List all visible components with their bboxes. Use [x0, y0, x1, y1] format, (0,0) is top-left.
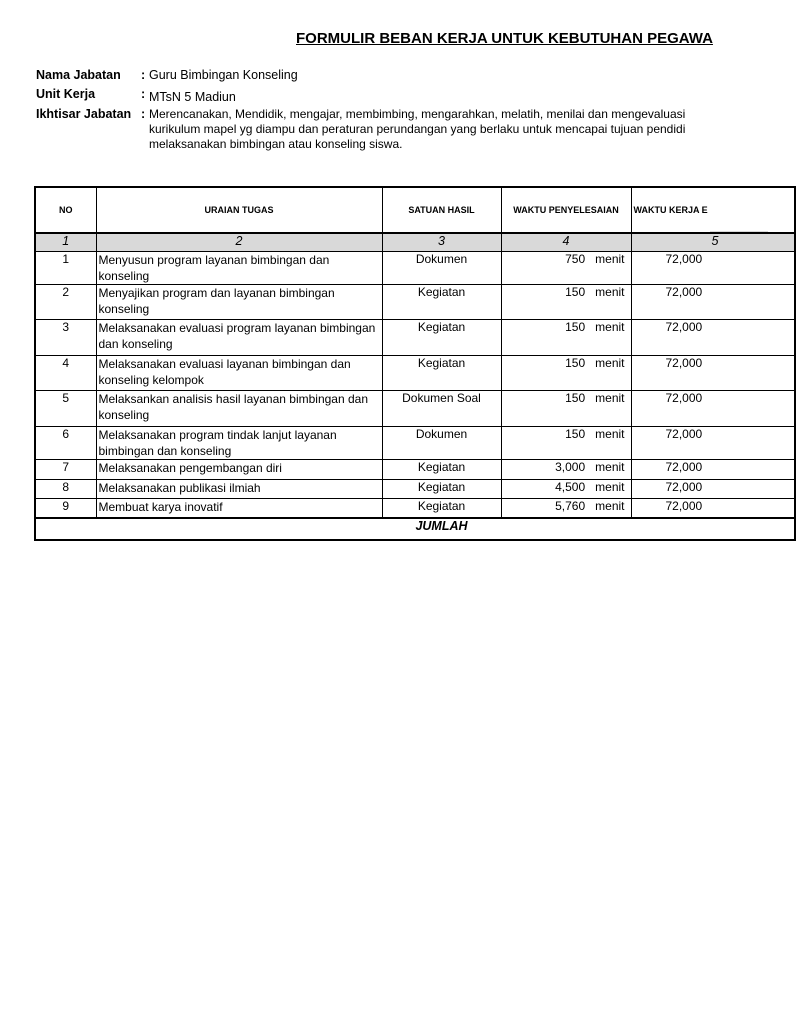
row-satuan: Dokumen — [382, 252, 501, 285]
row-no: 5 — [35, 391, 96, 427]
header-satuan-hasil: SATUAN HASIL — [382, 187, 501, 233]
row-waktu-unit: menit — [595, 460, 625, 474]
table-header-row — [35, 187, 795, 233]
row-waktu-value: 150 — [565, 356, 586, 370]
table-row — [35, 320, 795, 356]
ikhtisar-line-1: Merencanakan, Mendidik, mengajar, membimbing, mengarahkan, melatih, menilai dan mengevaluasi — [149, 107, 686, 121]
row-satuan: Kegiatan — [382, 320, 501, 356]
row-waktu-unit: menit — [595, 285, 625, 299]
row-waktu-value: 150 — [565, 320, 586, 334]
row-uraian: Melaksanakan pengembangan diri — [96, 460, 382, 480]
row-uraian: Melaksanakan evaluasi layanan bimbingan dan konseling kelompok — [96, 356, 382, 391]
row-waktu — [501, 285, 631, 320]
total-label: JUMLAH — [382, 518, 501, 540]
table-row — [35, 356, 795, 391]
row-waktu — [501, 356, 631, 391]
form-title: FORMULIR BEBAN KERJA UNTUK KEBUTUHAN PEGAWA — [296, 30, 713, 47]
colnum-3: 3 — [382, 233, 501, 252]
row-waktu-unit: menit — [595, 391, 625, 405]
table-row — [35, 460, 795, 480]
row-no: 4 — [35, 356, 96, 391]
row-waktu-unit: menit — [595, 252, 625, 266]
row-satuan: Dokumen — [382, 427, 501, 460]
row-waktu-kerja: 72,000 — [631, 320, 795, 356]
total-value — [501, 518, 795, 540]
table-row — [35, 427, 795, 460]
ikhtisar-jabatan-label: Ikhtisar Jabatan — [36, 107, 132, 121]
row-waktu — [501, 460, 631, 480]
row-waktu-unit: menit — [595, 427, 625, 441]
table-row — [35, 285, 795, 320]
header-waktu-penyelesaian: WAKTU PENYELESAIAN — [501, 187, 631, 233]
workload-table-wrapper — [34, 186, 719, 541]
row-uraian: Membuat karya inovatif — [96, 499, 382, 518]
row-waktu-unit: menit — [595, 499, 625, 513]
row-waktu-value: 3,000 — [555, 460, 586, 474]
row-no: 8 — [35, 480, 96, 499]
nama-jabatan-colon: : — [141, 68, 146, 82]
header-waktu-kerja: WAKTU KERJA E — [631, 187, 795, 233]
column-number-row — [35, 233, 795, 252]
row-waktu — [501, 499, 631, 518]
row-waktu-value: 4,500 — [555, 480, 586, 494]
row-waktu — [501, 427, 631, 460]
workload-table — [34, 186, 796, 541]
unit-kerja-label: Unit Kerja — [36, 87, 96, 101]
row-uraian: Melaksanakan publikasi ilmiah — [96, 480, 382, 499]
ikhtisar-jabatan-colon: : — [141, 107, 146, 121]
row-waktu-value: 150 — [565, 391, 586, 405]
row-waktu-kerja: 72,000 — [631, 391, 795, 427]
row-waktu-kerja: 72,000 — [631, 356, 795, 391]
row-uraian: Melaksanakan evaluasi program layanan bimbingan dan konseling — [96, 320, 382, 356]
row-satuan: Dokumen Soal — [382, 391, 501, 427]
nama-jabatan-value: Guru Bimbingan Konseling — [149, 68, 298, 82]
nama-jabatan-label: Nama Jabatan — [36, 68, 121, 82]
colnum-1: 1 — [35, 233, 96, 252]
row-waktu — [501, 391, 631, 427]
colnum-4: 4 — [501, 233, 631, 252]
row-satuan: Kegiatan — [382, 499, 501, 518]
table-row — [35, 391, 795, 427]
row-no: 3 — [35, 320, 96, 356]
row-waktu-kerja: 72,000 — [631, 460, 795, 480]
row-waktu-value: 750 — [565, 252, 586, 266]
row-waktu — [501, 480, 631, 499]
table-row — [35, 252, 795, 285]
colnum-5: 5 — [631, 233, 795, 252]
table-row — [35, 499, 795, 518]
row-waktu — [501, 252, 631, 285]
row-waktu-kerja: 72,000 — [631, 427, 795, 460]
row-waktu-unit: menit — [595, 356, 625, 370]
unit-kerja-colon: : — [141, 87, 146, 101]
row-uraian: Melaksankan analisis hasil layanan bimbingan dan konseling — [96, 391, 382, 427]
row-no: 2 — [35, 285, 96, 320]
row-no: 9 — [35, 499, 96, 518]
row-no: 6 — [35, 427, 96, 460]
row-waktu-kerja: 72,000 — [631, 252, 795, 285]
row-uraian: Menyajikan program dan layanan bimbingan konseling — [96, 285, 382, 320]
ikhtisar-line-2: kurikulum mapel yg diampu dan peraturan perundangan yang berlaku untuk mencapai tujuan pendidi — [149, 122, 686, 136]
row-waktu-unit: menit — [595, 320, 625, 334]
header-uraian-tugas: URAIAN TUGAS — [96, 187, 382, 233]
row-waktu-kerja: 72,000 — [631, 285, 795, 320]
total-blank — [35, 518, 382, 540]
row-no: 7 — [35, 460, 96, 480]
row-satuan: Kegiatan — [382, 285, 501, 320]
row-satuan: Kegiatan — [382, 480, 501, 499]
row-uraian: Melaksanakan program tindak lanjut layanan bimbingan dan konseling — [96, 427, 382, 460]
row-no: 1 — [35, 252, 96, 285]
row-uraian: Menyusun program layanan bimbingan dan konseling — [96, 252, 382, 285]
row-waktu-value: 5,760 — [555, 499, 586, 513]
row-satuan: Kegiatan — [382, 356, 501, 391]
row-waktu-value: 150 — [565, 285, 586, 299]
total-row — [35, 518, 795, 540]
header-no: NO — [35, 187, 96, 233]
row-waktu-value: 150 — [565, 427, 586, 441]
row-waktu-unit: menit — [595, 480, 625, 494]
row-waktu-kerja: 72,000 — [631, 499, 795, 518]
table-row — [35, 480, 795, 499]
row-satuan: Kegiatan — [382, 460, 501, 480]
ikhtisar-line-3: melaksanakan bimbingan atau konseling siswa. — [149, 137, 403, 151]
row-waktu — [501, 320, 631, 356]
row-waktu-kerja: 72,000 — [631, 480, 795, 499]
colnum-2: 2 — [96, 233, 382, 252]
unit-kerja-value: MTsN 5 Madiun — [149, 90, 236, 104]
